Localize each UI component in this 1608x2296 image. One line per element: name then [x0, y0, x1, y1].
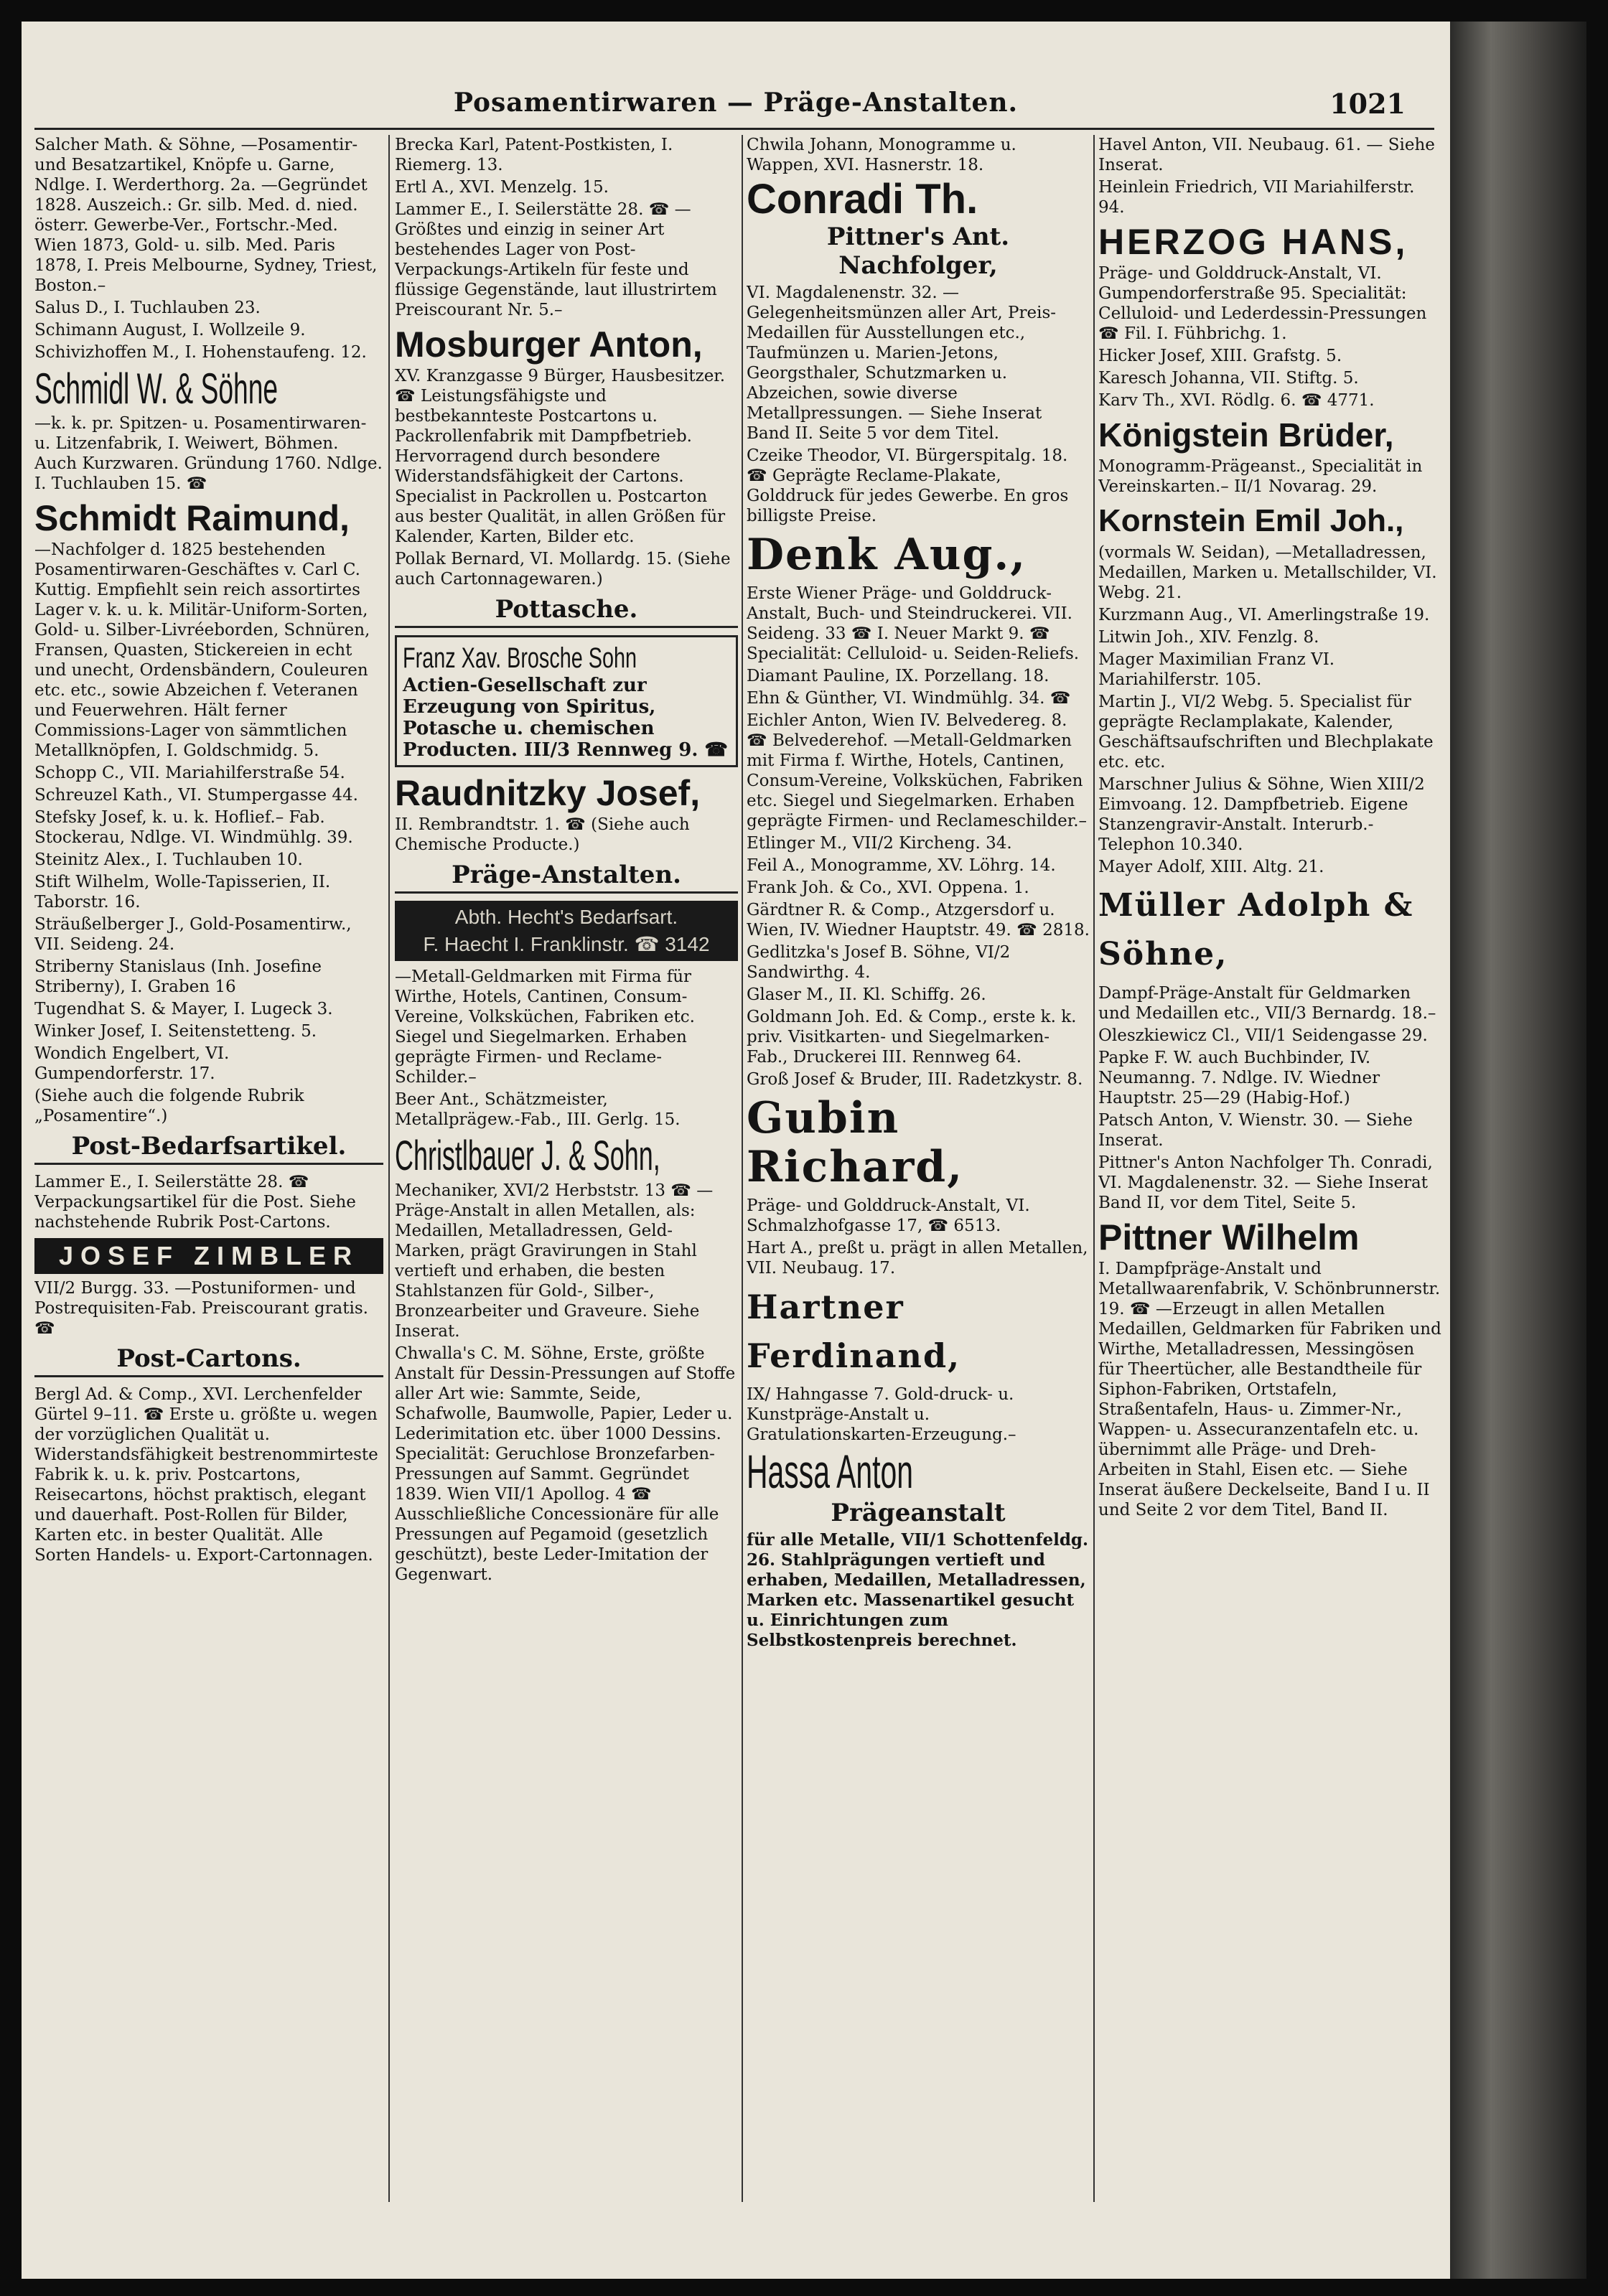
- directory-entry: Frank Joh. & Co., XVI. Oppena. 1.: [747, 878, 1029, 897]
- boxed-advert: [395, 635, 738, 767]
- directory-entry: Czeike Theodor, VI. Bürgerspitalg. 18. ☎ Geprägte Reclame-Plakate, Golddruck für jedes Gewerbe. En gros billigste Preise.: [747, 446, 1069, 525]
- directory-entry: Erste Wiener Präge- und Golddruck-Anstalt, Buch- und Steindruckerei. VII. Seideng. 33 ☎ I. Neuer Markt 9. ☎ Specialität: Celluloid- u. Seiden-Reliefs.: [747, 584, 1080, 663]
- directory-entry: Mager Maximilian Franz VI. Mariahilferstr. 105.: [1098, 650, 1335, 689]
- firm-subheading: Prägeanstalt: [831, 1499, 1006, 1527]
- directory-entry: Chwalla's C. M. Söhne, Erste, größte Anstalt für Dessin-Pressungen auf Stoffe aller Art wie: Sammte, Seide, Schafwolle, Baumwolle, Papier, Leder u. Lederimitation etc. über 1000 Dessins. Specialität: Geruchlose Bronzefarben-Pressungen auf Sammt. Gegründet 1839. Wien VII/1 Apollog. 4 ☎ Ausschließliche Concessionäre für alle Pressungen auf Pegamoid (gesetzlich geschützt), beste Leder-Imitation der Gegenwart.: [395, 1344, 736, 1584]
- directory-entry: Beer Ant., Schätzmeister, Metallprägew.-Fab., III. Gerlg. 15.: [395, 1090, 681, 1129]
- firm-banner: JOSEF ZIMBLER: [34, 1238, 383, 1274]
- directory-entry: Litwin Joh., XIV. Fenzlg. 8.: [1098, 628, 1319, 647]
- directory-entry: Martin J., VI/2 Webg. 5. Specialist für geprägte Reclamplakate, Kalender, Geschäftsaufschriften und Blechplakate etc. etc.: [1098, 693, 1434, 772]
- directory-entry: Karv Th., XVI. Rödlg. 6. ☎ 4771.: [1098, 391, 1375, 410]
- firm-advert-heading: Raudnitzky Josef,: [395, 773, 701, 813]
- directory-entry: Feil A., Monogramme, XV. Löhrg. 14.: [747, 856, 1056, 875]
- firm-advert-heading: Schmidt Raimund,: [34, 498, 350, 538]
- directory-entry: für alle Metalle, VII/1 Schottenfeldg. 26. Stahlprägungen vertieft und erhaben, Medaillen, Metalladressen, Marken etc. Massenartikel gesucht u. Einrichtungen zum Selbstkostenpreis berechnet.: [747, 1530, 1088, 1650]
- directory-entry: Gärdtner R. & Comp., Atzgersdorf u. Wien, IV. Wiedner Hauptstr. 49. ☎ 2818.: [747, 901, 1090, 940]
- directory-entry: Glaser M., II. Kl. Schiffg. 26.: [747, 985, 986, 1004]
- directory-entry: Chwila Johann, Monogramme u. Wappen, XVI. Hasnerstr. 18.: [747, 136, 1016, 174]
- firm-advert-heading: Denk Aug.,: [747, 530, 1027, 580]
- directory-entry: Monogramm-Prägeanst., Specialität in Vereinskarten.– II/1 Novarag. 29.: [1098, 457, 1423, 496]
- boxed-advert-text: Actien-Gesellschaft zur Erzeugung von Spiritus, Potasche u. chemischen Producten. III/3 Rennweg 9. ☎: [403, 675, 728, 761]
- directory-entry: (vormals W. Seidan), —Metalladressen, Medaillen, Marken u. Metallschilder, VI. Webg. 21.: [1098, 543, 1437, 602]
- directory-entry: —Nachfolger d. 1825 bestehenden Posamentirwaren-Geschäftes v. Carl C. Kuttig. Empfiehlt sein reich assortirtes Lager v. k. u. k. Militär-Uniform-Sorten, Gold- u. Silber-Livréeborden, Schnüren, Fransen, Quasten, Stickereien in echt und unecht, Ordensbändern, Couleuren etc. etc., sowie Abzeichen f. Veteranen und Feuerwehren. Hält ferner Commissions-Lager von sämmtlichen Metallknöpfen, I. Goldschmidg. 5.: [34, 540, 370, 760]
- section-heading: Post-Bedarfsartikel.: [34, 1132, 383, 1165]
- firm-advert-heading: Müller Adolph & Söhne,: [1098, 887, 1414, 973]
- directory-entry: Diamant Pauline, IX. Porzellang. 18.: [747, 667, 1050, 685]
- cross-reference: (Siehe auch die folgende Rubrik „Posamentire“.): [34, 1087, 304, 1125]
- column-divider: [742, 135, 743, 2202]
- firm-subheading: Pittner's Ant. Nachfolger,: [826, 222, 1010, 280]
- directory-entry: Marschner Julius & Söhne, Wien XIII/2 Eimvoang. 12. Dampfbetrieb. Eigene Stanzengravir-Anstalt. Interurb.-Telephon 10.340.: [1098, 775, 1425, 854]
- directory-entry: Präge- und Golddruck-Anstalt, VI. Gumpendorferstraße 95. Specialität: Celluloid- und Lederdessin-Pressungen ☎ Fil. I. Fühbrichg. 1.: [1098, 264, 1427, 343]
- firm-banner-line: F. Haecht I. Franklinstr. ☎ 3142: [423, 933, 710, 955]
- running-title: Posamentirwaren — Präge-Anstalten.: [453, 88, 1019, 118]
- firm-advert-heading: Pittner Wilhelm: [1098, 1217, 1360, 1257]
- directory-entry: Lammer E., I. Seilerstätte 28. ☎ Verpackungsartikel für die Post. Siehe nachstehende Rubrik Post-Cartons.: [34, 1173, 356, 1232]
- directory-entry: Wondich Engelbert, VI. Gumpendorferstr. 17.: [34, 1044, 230, 1083]
- firm-advert-heading: Christlbauer J. & Sohn,: [395, 1133, 660, 1179]
- section-heading: Post-Cartons.: [34, 1344, 383, 1377]
- directory-entry: Papke F. W. auch Buchbinder, IV. Neumanng. 7. Ndlge. IV. Wiedner Hauptstr. 25—29 (Habig-Hof.): [1098, 1049, 1380, 1107]
- column-4: [1098, 135, 1441, 2202]
- firm-advert-heading: Schmidl W. & Söhne: [34, 365, 279, 413]
- directory-entry: Schopp C., VII. Mariahilferstraße 54.: [34, 764, 345, 782]
- page-header: [22, 88, 1450, 131]
- directory-entry: Lammer E., I. Seilerstätte 28. ☎ —Größtes und einzig in seiner Art bestehendes Lager von Post-Verpackungs-Artikeln für feste und flüssige Gegenstände, laut illustrirtem Preiscourant Nr. 5.–: [395, 200, 717, 319]
- directory-entry: I. Dampfpräge-Anstalt und Metallwaarenfabrik, V. Schönbrunnerstr. 19. ☎ —Erzeugt in allen Metallen Medaillen, Geldmarken für Fabriken und Wirthe, Metalladressen, Messingösen für Theertücher, alle Bestandtheile für Siphon-Fabriken, Ortstafeln, Straßentafeln, Haus- u. Zimmer-Nr., Wappen- u. Assecuranzentafeln etc. u. übernimmt alle Präge- und Dreh-Arbeiten in Stahl, Eisen etc. — Siehe Inserat äußere Deckelseite, Band I u. II und Seite 2 vor dem Titel, Band II.: [1098, 1260, 1441, 1519]
- directory-entry: Dampf-Präge-Anstalt für Geldmarken und Medaillen etc., VII/3 Bernardg. 18.–: [1098, 984, 1436, 1023]
- directory-entry: Goldmann Joh. Ed. & Comp., erste k. k. priv. Visitkarten- und Siegelmarken-Fab., Druckerei III. Rennweg 64.: [747, 1008, 1077, 1067]
- directory-entry: —k. k. pr. Spitzen- u. Posamentirwaren- u. Litzenfabrik, I. Weiwert, Böhmen. Auch Kurzwaren. Gründung 1760. Ndlge. I. Tuchlauben 15. ☎: [34, 414, 383, 493]
- directory-page: [22, 22, 1450, 2279]
- directory-entry: Salcher Math. & Söhne, —Posamentir- und Besatzartikel, Knöpfe u. Garne, Ndlge. I. Werderthorg. 2a. —Gegründet 1828. Auszeich.: Gr. silb. Med. d. nied. österr. Gewerbe-Ver., Fortschr.-Med. Wien 1873, Gold- u. silb. Med. Paris 1878, I. Preis Melbourne, Sydney, Triest, Boston.–: [34, 136, 378, 295]
- section-heading: Präge-Anstalten.: [395, 861, 738, 894]
- directory-entry: Oleszkiewicz Cl., VII/1 Seidengasse 29.: [1098, 1026, 1428, 1045]
- header-rule: [34, 128, 1434, 130]
- directory-entry: Bergl Ad. & Comp., XVI. Lerchenfelder Gürtel 9–11. ☎ Erste u. größte u. wegen der vorzüglichen Qualität u. Widerstandsfähigkeit bestrenommirteste Fabrik k. u. k. priv. Postcartons, Reisecartons, höchst praktisch, elegant und dauerhaft. Post-Rollen für Bilder, Karten etc. in bester Qualität. Alle Sorten Handels- u. Export-Cartonnagen.: [34, 1385, 378, 1565]
- column-divider: [388, 135, 390, 2202]
- directory-entry: Groß Josef & Bruder, III. Radetzkystr. 8.: [747, 1070, 1083, 1089]
- firm-banner: [395, 901, 738, 961]
- directory-entry: Mayer Adolf, XIII. Altg. 21.: [1098, 858, 1324, 876]
- firm-advert-heading: Hassa Anton: [747, 1445, 914, 1498]
- directory-entry: II. Rembrandtstr. 1. ☎ (Siehe auch Chemische Producte.): [395, 815, 690, 854]
- directory-entry: IX/ Hahngasse 7. Gold-druck- u. Kunstpräge-Anstalt u. Gratulationskarten-Erzeugung.–: [747, 1385, 1016, 1444]
- directory-entry: VII/2 Burgg. 33. —Postuniformen- und Postrequisiten-Fab. Preiscourant gratis. ☎: [34, 1279, 368, 1338]
- directory-entry: VI. Magdalenenstr. 32. —Gelegenheitsmünzen aller Art, Preis-Medaillen für Ausstellungen etc., Taufmünzen u. Marien-Jetons, Georgsthaler, Schutzmarken u. Abzeichen, sowie diverse Metallpressungen. — Siehe Inserat Band II. Seite 5 vor dem Titel.: [747, 284, 1057, 443]
- directory-entry: Pittner's Anton Nachfolger Th. Conradi, VI. Magdalenenstr. 32. — Siehe Inserat Band II, vor dem Titel, Seite 5.: [1098, 1153, 1433, 1212]
- directory-entry: XV. Kranzgasse 9 Bürger, Hausbesitzer. ☎ Leistungsfähigste und bestbekannteste Postcartons u. Packrollenfabrik mit Dampfbetrieb. Hervorragend durch besondere Widerstandsfähigkeit der Cartons. Specialist in Packrollen u. Postcarton aus bester Qualität, in allen Größen für Kalender, Karten, Bilder etc.: [395, 367, 726, 546]
- directory-entry: Gedlitzka's Josef B. Söhne, VI/2 Sandwirthg. 4.: [747, 943, 1011, 982]
- directory-entry: Hart A., preßt u. prägt in allen Metallen, VII. Neubaug. 17.: [747, 1239, 1088, 1278]
- directory-entry: Kurzmann Aug., VI. Amerlingstraße 19.: [1098, 606, 1430, 624]
- directory-entry: Etlinger M., VII/2 Kircheng. 34.: [747, 834, 1012, 853]
- directory-entry: Patsch Anton, V. Wienstr. 30. — Siehe Inserat.: [1098, 1111, 1413, 1150]
- directory-entry: Schimann August, I. Wollzeile 9.: [34, 321, 306, 339]
- directory-entry: Ertl A., XVI. Menzelg. 15.: [395, 178, 609, 197]
- directory-entry: Tugendhat S. & Mayer, I. Lugeck 3.: [34, 1000, 333, 1018]
- firm-advert-heading: Conradi Th.: [747, 176, 978, 222]
- firm-advert-heading: Kornstein Emil Joh.,: [1098, 503, 1404, 538]
- book-page-edge: [1450, 22, 1586, 2279]
- directory-entry: Schivizhoffen M., I. Hohenstaufeng. 12.: [34, 343, 367, 362]
- column-2: [395, 135, 738, 2202]
- directory-entry: Stift Wilhelm, Wolle-Tapisserien, II. Taborstr. 16.: [34, 873, 331, 912]
- directory-entry: Präge- und Golddruck-Anstalt, VI. Schmalzhofgasse 17, ☎ 6513.: [747, 1196, 1030, 1235]
- firm-advert-heading: Gubin Richard,: [747, 1093, 964, 1192]
- directory-entry: —Metall-Geldmarken mit Firma für Wirthe, Hotels, Cantinen, Consum-Vereine, Volksküchen, Fabriken etc. Siegel und Siegelmarken. Erhaben geprägte Firmen- und Reclame-Schilder.–: [395, 967, 695, 1087]
- page-number: 1021: [1329, 88, 1406, 120]
- directory-entry: Winker Josef, I. Seitenstetteng. 5.: [34, 1022, 317, 1041]
- directory-entry: Steinitz Alex., I. Tuchlauben 10.: [34, 851, 303, 869]
- firm-advert-heading: Mosburger Anton,: [395, 324, 703, 365]
- directory-entry: Hicker Josef, XIII. Grafstg. 5.: [1098, 347, 1342, 365]
- directory-entry: Mechaniker, XVI/2 Herbststr. 13 ☎ —Präge-Anstalt in allen Metallen, als: Medaillen, Metalladressen, Geld-Marken, prägt Gravirungen in Stahl vertieft und erhaben, die besten Stahlstanzen für Gold-, Silber-, Bronzearbeiter und Graveure. Siehe Inserat.: [395, 1181, 714, 1341]
- directory-entry: Karesch Johanna, VII. Stiftg. 5.: [1098, 369, 1359, 388]
- directory-entry: Havel Anton, VII. Neubaug. 61. — Siehe Inserat.: [1098, 136, 1435, 174]
- directory-entry: Salus D., I. Tuchlauben 23.: [34, 299, 261, 317]
- column-divider: [1093, 135, 1095, 2202]
- directory-entry: Schreuzel Kath., VI. Stumpergasse 44.: [34, 786, 358, 805]
- directory-entry: Pollak Bernard, VI. Mollardg. 15. (Siehe auch Cartonnagewaren.): [395, 550, 731, 589]
- directory-entry: Brecka Karl, Patent-Postkisten, I. Riemerg. 13.: [395, 136, 673, 174]
- directory-entry: Heinlein Friedrich, VII Mariahilferstr. 94.: [1098, 178, 1415, 217]
- column-3: [747, 135, 1090, 2202]
- directory-entry: Eichler Anton, Wien IV. Belvedereg. 8. ☎ Belvederehof. —Metall-Geldmarken mit Firma f. Wirthe, Hotels, Cantinen, Consum-Vereine, Volksküchen, Fabriken etc. Siegel und Siegelmarken. Erhaben geprägte Firmen- und Reclameschilder.–: [747, 711, 1088, 830]
- firm-advert-heading: Königstein Brüder,: [1098, 416, 1394, 454]
- firm-advert-heading: Hartner Ferdinand,: [747, 1288, 961, 1375]
- directory-entry: Ehn & Günther, VI. Windmühlg. 34. ☎: [747, 689, 1071, 708]
- column-1: [34, 135, 383, 2202]
- directory-entry: Striberny Stanislaus (Inh. Josefine Striberny), I. Graben 16: [34, 957, 322, 996]
- directory-entry: Stefsky Josef, k. u. k. Hoflief.– Fab. Stockerau, Ndlge. VI. Windmühlg. 39.: [34, 808, 353, 847]
- firm-banner-line: Abth. Hecht's Bedarfsart.: [454, 906, 678, 928]
- section-heading: Pottasche.: [395, 595, 738, 628]
- directory-entry: Sträußelberger J., Gold-Posamentirw., VII. Seideng. 24.: [34, 915, 352, 954]
- boxed-advert-title: Franz Xav. Brosche Sohn: [403, 642, 637, 674]
- firm-advert-heading: HERZOG HANS,: [1098, 222, 1408, 262]
